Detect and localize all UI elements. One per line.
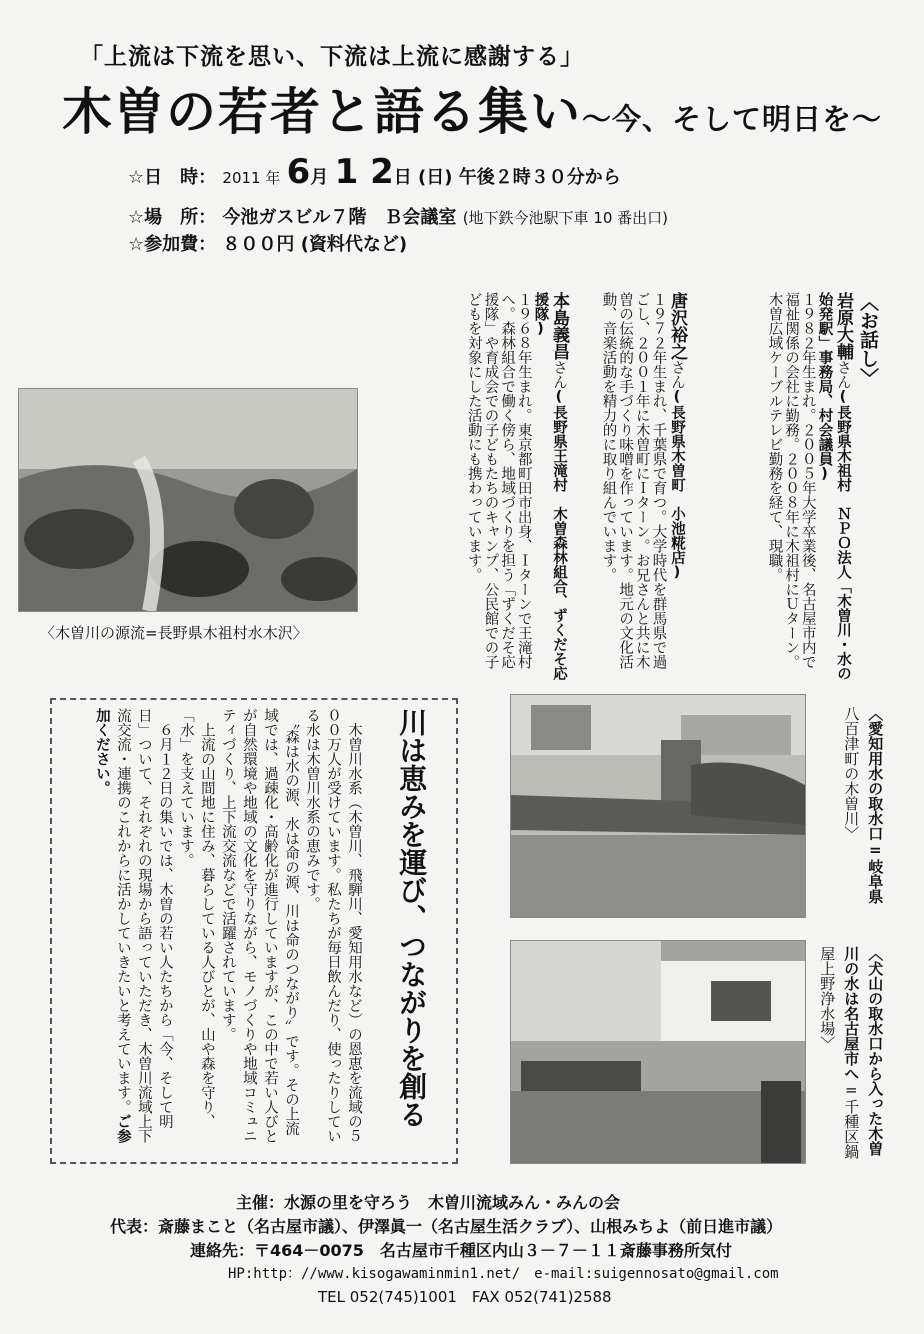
- place-value: 今池ガスビル７階 Ｂ会議室: [222, 207, 457, 228]
- talks-heading: 〈お話し〉: [857, 292, 879, 387]
- date-year: 2011 年: [222, 169, 281, 187]
- essay-closing: ご参加ください。: [93, 708, 131, 1143]
- date-day: 1 2: [334, 152, 394, 192]
- speaker-1-suffix: さん: [835, 360, 851, 389]
- speaker-3: [465, 292, 568, 682]
- place-note: (地下鉄今池駅下車 10 番出口): [462, 209, 669, 227]
- essay-paragraph-2: 〝森は水の源、水は命の源、川は命のつながり〟です。その上流域では、過疎化・高齢化が進行していますが、この中で若い人びとが自然環境や地域の文化を守りながら、モノづくりや地域コミュニティづくり、上下流交流などで活躍されています。: [219, 708, 299, 1143]
- speaker-2-affiliation: (長野県木曽町 小池糀店): [669, 389, 685, 581]
- date-time: 午後２時３０分から: [458, 167, 621, 188]
- event-place: [128, 203, 668, 229]
- speaker-1-bio: １９８２年生まれ。２００５年大学卒業後、名古屋市内で福祉関係の会社に勤務。２００８年に木祖村にＵターン。木曽広域ケーブルテレビ勤務を経て、現職。: [766, 292, 816, 669]
- speaker-3-text: [465, 292, 568, 682]
- essay-paragraph-3: 上流の山間地に住み、暮らしている人びとが、山や森を守り、「水」を支えています。: [177, 708, 215, 1129]
- fee-value: ８００円 (資料代など): [222, 234, 408, 255]
- essay-heading: 川は恵みを運び、つながりを創る: [395, 708, 429, 1128]
- event-date: [128, 152, 621, 192]
- representatives: 代表：斎藤まこと（名古屋市議）、伊澤眞一（名古屋生活クラブ）、山根みちよ（前日進市議）: [110, 1217, 783, 1236]
- speaker-3-affiliation: (長野県王滝村 木曽森林組合、ずくだそ応援隊): [532, 292, 567, 681]
- speaker-2: [600, 292, 686, 682]
- date-month: 6: [286, 152, 311, 192]
- event-fee: [128, 230, 407, 256]
- place-label: ☆場 所：: [128, 207, 217, 228]
- title-main: 木曽の若者と語る集い: [62, 83, 582, 141]
- inuyama-caption-line-2b: =千種区鍋: [842, 1081, 861, 1159]
- date-month-unit: 月: [310, 167, 329, 188]
- phone-fax: TEL 052(745)1001 FAX 052(741)2588: [318, 1288, 612, 1306]
- subtitle: 「上流は下流を思い、下流は上流に感謝する」: [80, 44, 584, 70]
- contact-address: 連絡先：〒464－0075 名古屋市千種区内山３－７－１１斎藤事務所気付: [190, 1241, 732, 1260]
- speaker-1-affiliation: (長野県木祖村 ＮＰＯ法人「木曽川・水の始発駅」事務局、村会議員): [816, 292, 851, 681]
- essay-paragraph-4: ６月１２日の集いでは、木曽の若い人たちから「今、そして明日」ついて、それぞれの現場から語っていただき、木曽川流域上下流交流・連携のこれからに活かしていきたいと考えています。: [114, 708, 173, 1143]
- title-suffix: ～今、そして明日を～: [582, 102, 883, 136]
- fee-label: ☆参加費：: [128, 234, 217, 255]
- date-weekday: (日): [418, 167, 453, 188]
- inuyama-intake-photo: [510, 940, 806, 1164]
- date-label: ☆日 時：: [128, 167, 217, 188]
- aichi-caption-line-2: 八百津町の木曽川〉: [842, 706, 861, 841]
- speaker-2-bio: １９７２年生まれ、千葉県で育つ。大学時代を群馬県で過ごし、２００１年に木曽町にＩターン。お兄さんと共に木曽の伝統的な手づくり味噌を作っています。地元の文化活動、音楽活動を精力的に取り組んでいます。: [600, 292, 667, 669]
- speaker-3-name: 本島義昌: [549, 292, 569, 360]
- river-source-caption: 〈木曽川の源流=長野県木祖村水木沢〉: [40, 624, 308, 642]
- inuyama-caption-line-2: [842, 946, 859, 1159]
- page-title: [62, 72, 882, 144]
- speaker-2-text: [600, 292, 686, 682]
- organizer: 主催：水源の里を守ろう 木曽川流域みん・みんの会: [236, 1193, 621, 1212]
- speaker-3-bio: １９６８年生まれ。東京都町田市出身、Ｉターンで王滝村へ。森林組合で働く傍ら、地域づくりを担う「ずくだそ応援隊」や育成会での子どもたちのキャンプ、公民館での子どもを対象にした活動にも携わっています。: [465, 292, 532, 669]
- speaker-2-name: 唐沢裕之: [667, 292, 687, 360]
- inuyama-caption-line-1: 〈犬山の取水口から入った木曽: [866, 946, 885, 1156]
- speaker-2-suffix: さん: [669, 360, 685, 389]
- essay-body: [64, 708, 364, 1148]
- aichi-caption-line-1: 〈愛知用水の取水口=岐阜県: [866, 706, 885, 904]
- river-source-photo: [18, 388, 358, 612]
- date-day-unit: 日: [393, 167, 412, 188]
- speaker-1-text: [766, 292, 852, 682]
- web-email[interactable]: HP:http：//www.kisogawaminmin1.net/ e-mail:suigennosato@gmail.com: [228, 1266, 779, 1282]
- speaker-1-name: 岩原大輔: [833, 292, 853, 360]
- speaker-3-suffix: さん: [551, 360, 567, 389]
- inuyama-caption-line-3: 屋上野浄水場〉: [818, 946, 837, 1051]
- inuyama-caption-line-2a: 川の水は名古屋市へ: [842, 946, 861, 1081]
- speaker-1: [766, 292, 852, 682]
- aichi-intake-photo: [510, 694, 806, 918]
- essay-paragraph-1: 木曽川水系（木曽川、飛騨川、愛知用水など）の恩恵を流域の５００万人が受けています。私たちが毎日飲んだり、使ったりしている水は木曽川水系の恵みです。: [303, 708, 362, 1143]
